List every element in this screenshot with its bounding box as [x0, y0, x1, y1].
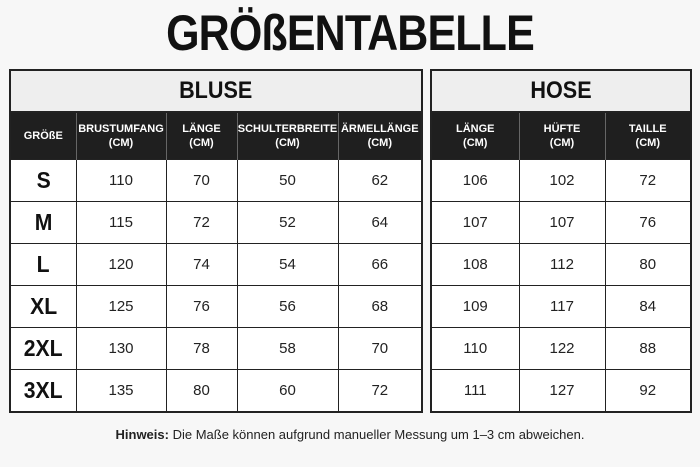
blouse-column-header: GRÖßE: [10, 112, 76, 160]
pants-column-header: LÄNGE (CM): [431, 112, 519, 160]
blouse-column-header: SCHULTERBREITE (CM): [237, 112, 338, 160]
measurement-cell: 106: [431, 160, 519, 202]
measurement-cell: 52: [237, 202, 338, 244]
measurement-note: [0, 427, 700, 442]
blouse-column-header: ÄRMELLÄNGE (CM): [338, 112, 422, 160]
size-label: S: [10, 160, 76, 202]
measurement-cell: 102: [519, 160, 605, 202]
measurement-cell: 80: [166, 370, 237, 413]
measurement-cell: 92: [605, 370, 691, 413]
measurement-cell: 66: [338, 244, 422, 286]
measurement-cell: 120: [76, 244, 166, 286]
note-label: Hinweis:: [115, 427, 169, 442]
size-label: XL: [10, 286, 76, 328]
measurement-cell: 107: [431, 202, 519, 244]
measurement-cell: 107: [519, 202, 605, 244]
measurement-cell: 135: [76, 370, 166, 413]
measurement-cell: 76: [605, 202, 691, 244]
pants-table-title: HOSE: [431, 70, 691, 112]
measurement-cell: 110: [76, 160, 166, 202]
measurement-cell: 72: [605, 160, 691, 202]
blouse-table-row: [10, 160, 422, 202]
pants-table-row: [431, 160, 691, 202]
measurement-cell: 127: [519, 370, 605, 413]
size-label: 3XL: [10, 370, 76, 413]
measurement-cell: 115: [76, 202, 166, 244]
measurement-cell: 109: [431, 286, 519, 328]
measurement-cell: 88: [605, 328, 691, 370]
pants-column-header: TAILLE (CM): [605, 112, 691, 160]
pants-header-row: [431, 112, 691, 160]
pants-table-row: [431, 202, 691, 244]
measurement-cell: 74: [166, 244, 237, 286]
measurement-cell: 112: [519, 244, 605, 286]
measurement-cell: 80: [605, 244, 691, 286]
measurement-cell: 56: [237, 286, 338, 328]
blouse-column-header: BRUSTUMFANG (CM): [76, 112, 166, 160]
measurement-cell: 64: [338, 202, 422, 244]
measurement-cell: 70: [338, 328, 422, 370]
measurement-cell: 58: [237, 328, 338, 370]
blouse-table-row: [10, 328, 422, 370]
measurement-cell: 72: [338, 370, 422, 413]
blouse-header-row: [10, 112, 422, 160]
measurement-cell: 50: [237, 160, 338, 202]
pants-column-header: HÜFTE (CM): [519, 112, 605, 160]
measurement-cell: 78: [166, 328, 237, 370]
pants-table-row: [431, 286, 691, 328]
pants-size-table: [430, 69, 692, 413]
note-text: Die Maße können aufgrund manueller Messung um 1–3 cm abweichen.: [168, 427, 585, 442]
measurement-cell: 125: [76, 286, 166, 328]
blouse-table-row: [10, 202, 422, 244]
measurement-cell: 76: [166, 286, 237, 328]
measurement-cell: 117: [519, 286, 605, 328]
measurement-cell: 110: [431, 328, 519, 370]
page-title: GRÖßENTABELLE: [166, 5, 534, 61]
measurement-cell: 130: [76, 328, 166, 370]
measurement-cell: 60: [237, 370, 338, 413]
size-label: L: [10, 244, 76, 286]
measurement-cell: 111: [431, 370, 519, 413]
blouse-table-title: BLUSE: [10, 70, 422, 112]
pants-table-row: [431, 244, 691, 286]
measurement-cell: 122: [519, 328, 605, 370]
blouse-table-row: [10, 286, 422, 328]
measurement-cell: 62: [338, 160, 422, 202]
measurement-cell: 54: [237, 244, 338, 286]
blouse-table-row: [10, 244, 422, 286]
blouse-table-row: [10, 370, 422, 413]
pants-table-row: [431, 328, 691, 370]
measurement-cell: 70: [166, 160, 237, 202]
size-label: 2XL: [10, 328, 76, 370]
size-label: M: [10, 202, 76, 244]
measurement-cell: 72: [166, 202, 237, 244]
measurement-cell: 68: [338, 286, 422, 328]
measurement-cell: 84: [605, 286, 691, 328]
measurement-cell: 108: [431, 244, 519, 286]
blouse-size-table: [9, 69, 423, 413]
pants-table-row: [431, 370, 691, 413]
blouse-column-header: LÄNGE (CM): [166, 112, 237, 160]
